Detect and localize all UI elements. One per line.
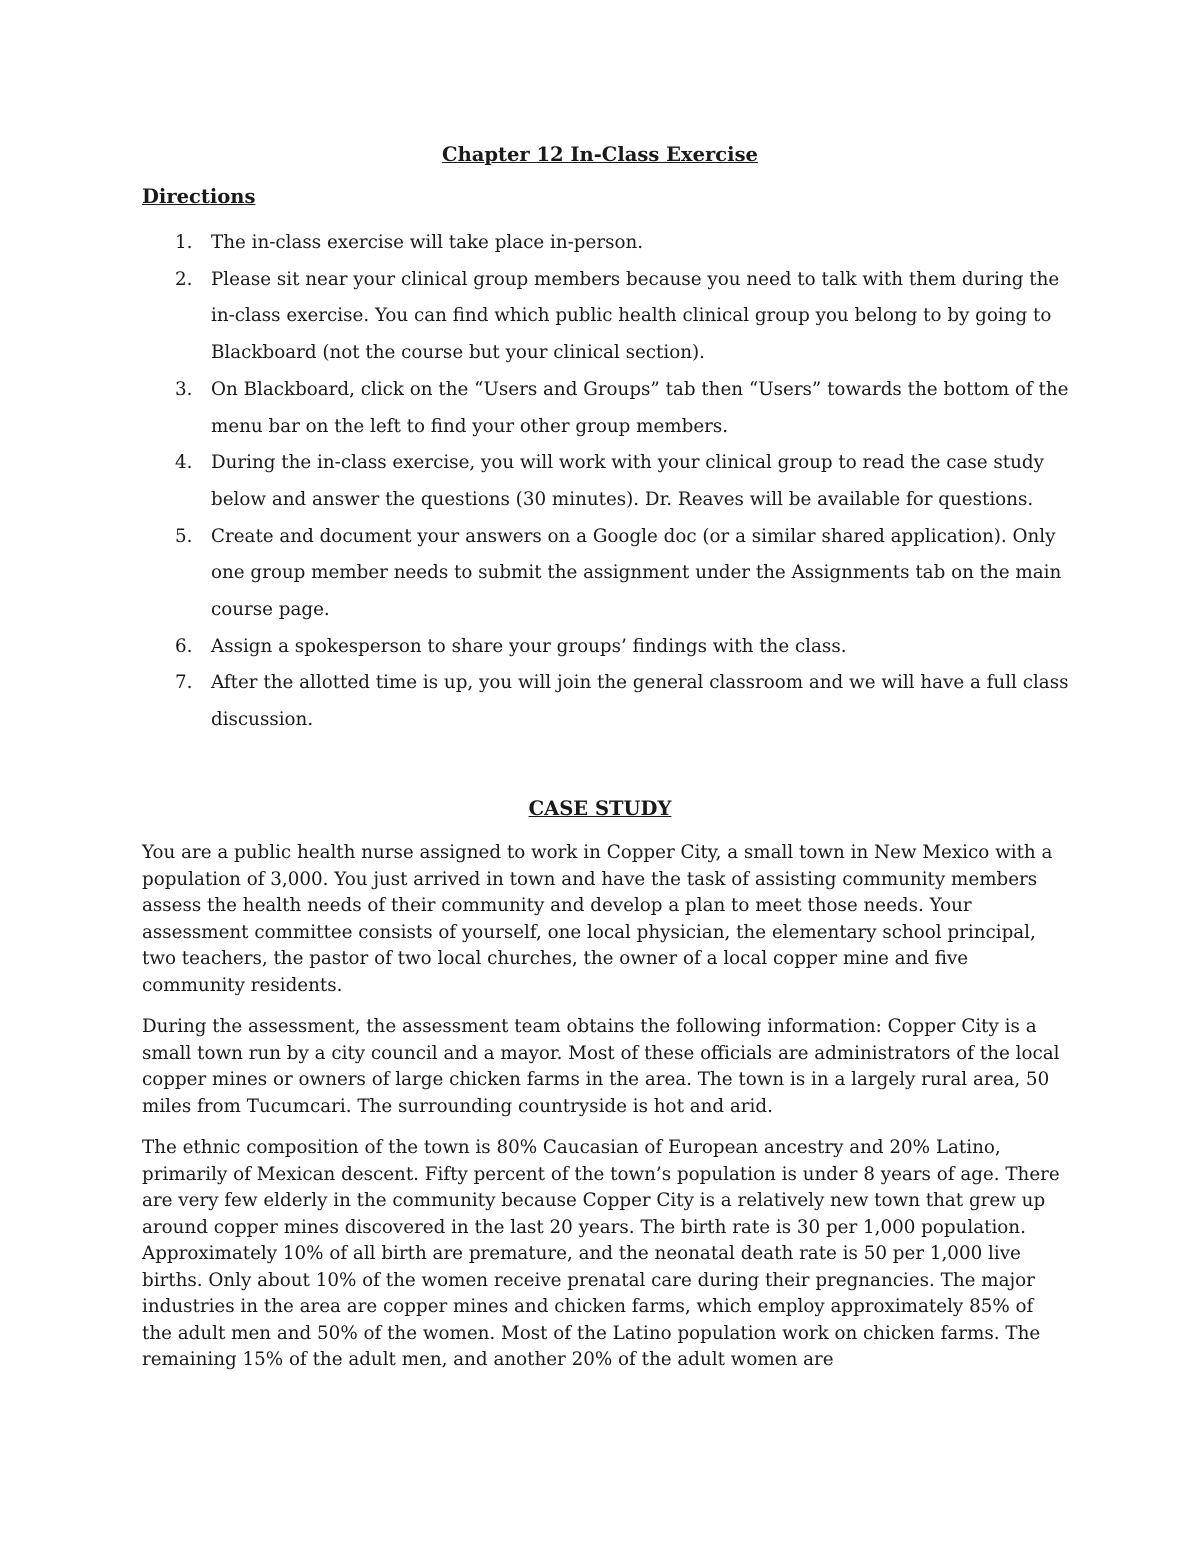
- directions-item-text: After the allotted time is up, you will join the general classroom and we will have a full class discussion.: [211, 672, 1069, 731]
- directions-item-number: 4.: [175, 452, 193, 474]
- directions-item-text: Please sit near your clinical group members because you need to talk with them during the in-class exercise. You can find which public health clinical group you belong to by going to Blackboard (not the course but your clinical section).: [211, 268, 1060, 364]
- directions-item: [142, 629, 1072, 666]
- directions-item-number: 5.: [175, 525, 193, 547]
- directions-item-text: On Blackboard, click on the “Users and Groups” tab then “Users” towards the bottom of the menu bar on the left to find your other group members.: [211, 378, 1069, 437]
- directions-item-text: Assign a spokesperson to share your groups’ findings with the class.: [211, 635, 847, 657]
- directions-item: [142, 225, 1072, 262]
- directions-item-number: 7.: [175, 672, 193, 694]
- directions-item-text: Create and document your answers on a Google doc (or a similar shared application). Only one group member needs to submit the assignment under the Assignments tab on the main course page.: [211, 525, 1062, 621]
- directions-heading: Directions: [142, 185, 256, 208]
- case-study-paragraph: The ethnic composition of the town is 80% Caucasian of European ancestry and 20% Latino, primarily of Mexican descent. Fifty percent of the town’s population is under 8 years of age. There are very few elderly in the community because Copper City is a relatively new town that grew up around copper mines discovered in the last 20 years. The birth rate is 30 per 1,000 population. Approximately 10% of all birth are premature, and the neonatal death rate is 50 per 1,000 live births. Only about 10% of the women receive prenatal care during their pregnancies. The major industries in the area are copper mines and chicken farms, which employ approximately 85% of the adult men and 50% of the women. Most of the Latino population work on chicken farms. The remaining 15% of the adult men, and another 20% of the adult women are: [142, 1137, 1060, 1370]
- case-study-paragraph: You are a public health nurse assigned to work in Copper City, a small town in New Mexico with a population of 3,000. You just arrived in town and have the task of assisting community members assess the health needs of their community and develop a plan to meet those needs. Your assessment committee consists of yourself, one local physician, the elementary school principal, two teachers, the pastor of two local churches, the owner of a local copper mine and five community residents.: [142, 842, 1053, 996]
- directions-item: [142, 519, 1072, 629]
- document-title: Chapter 12 In-Class Exercise: [442, 143, 758, 166]
- case-study-heading: CASE STUDY: [528, 797, 672, 820]
- case-study-paragraph: During the assessment, the assessment team obtains the following information: Copper City is a small town run by a city council and a mayor. Most of these officials are administrators of the local copper mines or owners of large chicken farms in the area. The town is in a largely rural area, 50 miles from Tucumcari. The surrounding countryside is hot and arid.: [142, 1016, 1060, 1117]
- directions-item: [142, 372, 1072, 445]
- directions-item: [142, 262, 1072, 372]
- case-study-body: [142, 840, 1067, 1389]
- directions-item: [142, 445, 1072, 518]
- directions-item-number: 6.: [175, 635, 193, 657]
- directions-item-number: 2.: [175, 268, 193, 290]
- directions-item-number: 1.: [175, 232, 193, 253]
- directions-list: [142, 225, 1072, 739]
- directions-item: [142, 665, 1072, 738]
- directions-item-number: 3.: [175, 378, 193, 400]
- directions-item-text: The in-class exercise will take place in-person.: [211, 232, 644, 253]
- directions-item-text: During the in-class exercise, you will work with your clinical group to read the case study below and answer the questions (30 minutes). Dr. Reaves will be available for questions.: [211, 452, 1044, 510]
